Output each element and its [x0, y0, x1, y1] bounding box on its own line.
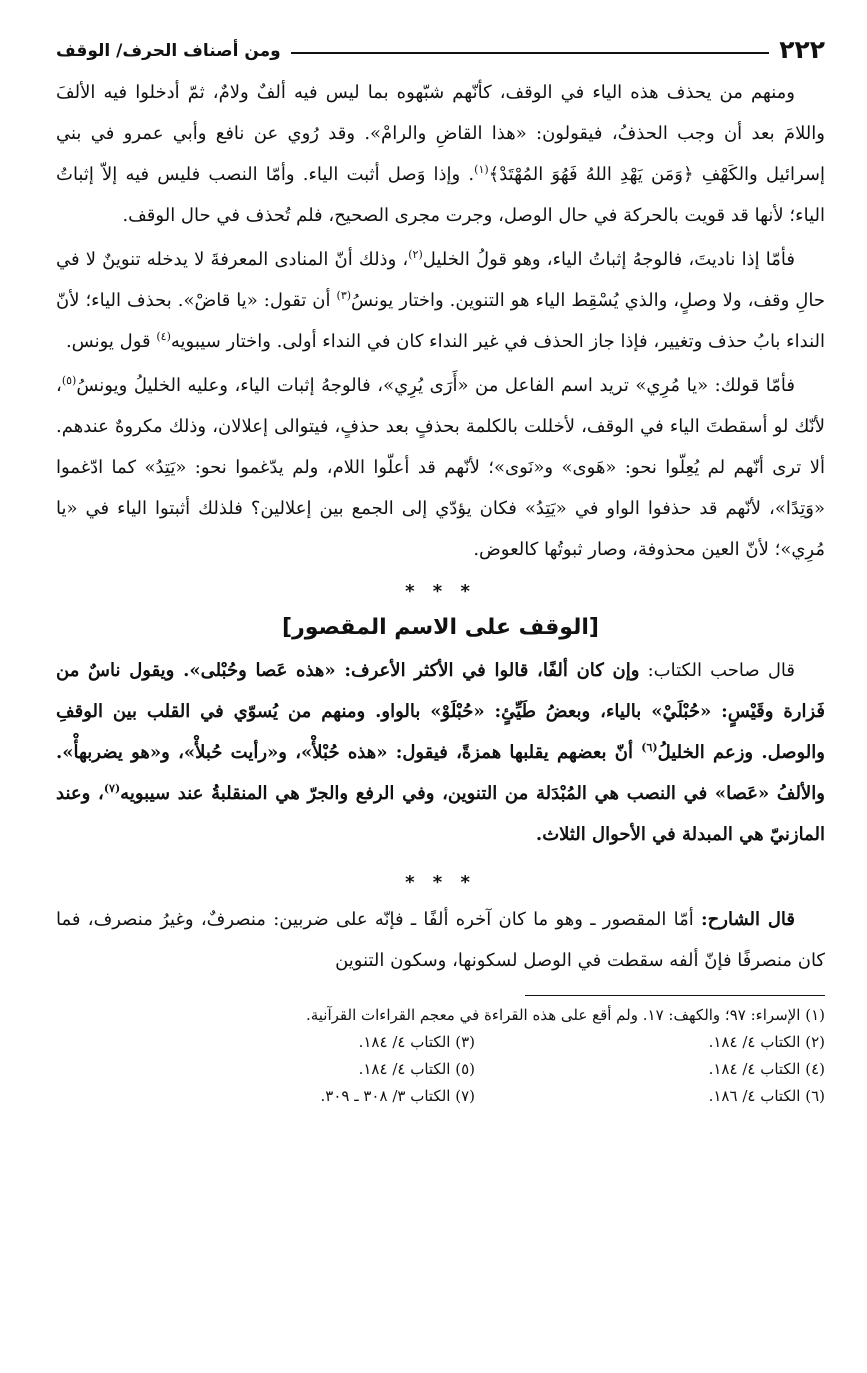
section-divider-2: * * *: [405, 872, 476, 893]
section-divider: * * *: [405, 581, 476, 602]
quoted-text-block: [56, 650, 825, 855]
commentary-block: [56, 899, 825, 981]
paragraph-2: [56, 239, 825, 362]
paragraph-3-text-a: فأمّا قولك: «يا مُرِي» تريد اسم الفاعل من «أَرَى يُرِي»، فالوجهُ إثبات الياء، وعليه الخليلُ ويونسُ: [76, 375, 796, 396]
paragraph-2-text-b: ، وذلك أنّ المنادى المعرفةَ لا يدخله تنوينٌ لا في حالِ وقف، ولا وصلٍ، والذي يُسْقِط الياء هو التنوين. واختار يونسُ: [56, 249, 825, 311]
footnote-1: (١) الإسراء: ٩٧؛ والكهف: ١٧. ولم أقع على هذه القراءة في معجم القراءات القرآنية.: [305, 1006, 825, 1024]
footnote-ref-6[interactable]: (٦): [641, 741, 658, 754]
footnotes: [56, 1002, 825, 1110]
footnote-ref-2[interactable]: (٢): [408, 248, 423, 261]
footnote-ref-5[interactable]: (٥): [61, 374, 77, 387]
page-number: ٢٢٢: [779, 35, 825, 64]
footnote-7: (٧) الكتاب ٣/ ٣٠٨ ـ ٣٠٩.: [320, 1087, 475, 1105]
paragraph-1-text-b: . وإذا وَصل أثبت الياء. وأمّا النصب فليس فيه إلاّ إثباتُ الياء؛ لأنها قد قويت بالحركة في حال الوصل، وجرت مجرى الصحيح، فلم تُحذف في حال الوقف.: [56, 164, 825, 226]
commentary-label: قال الشارح:: [701, 909, 795, 930]
footnote-grid: [56, 1029, 825, 1110]
footnote-5: (٥) الكتاب ٤/ ١٨٤.: [358, 1060, 475, 1078]
section-heading: [الوقف على الاسم المقصور]: [282, 615, 599, 640]
paragraph-3-text-b: ، لأنّك لو أسقطتَ الياء في الوقف، لأخللت بالكلمة بحذفٍ بعد حذفٍ، فيتوالى إعلالان، وذلك مكروهٌ عندهم. ألا ترى أنّهم لم يُعِلّوا نحو: «هَوى» و«نَوى»؛ لأنّهم قد أعلّوا اللام، ولم يدّغموا نحو: «يَتِدُ» كما ادّغموا «وَتِدًا»، لأنّهم قد حذفوا الواو في «يَتِدُ» فكان يؤدّي إلى الجمع بين إعلالين؟ فلذلك أثبتوا الياء في «يا مُرِي»؛ لأنّ العين محذوفة، وصار ثبوتُها كالعوض.: [56, 375, 825, 560]
footnote-ref-1[interactable]: (١): [474, 163, 489, 176]
commentary-paragraph: [56, 899, 825, 981]
footnote-rule: [525, 995, 825, 996]
running-title: ومن أصناف الحرف/ الوقف: [56, 41, 281, 61]
quote-text-b: أنّ بعضهم يقلبها همزةً، فيقول: «هذه حُبْلأْ»، و«رأيت حُبلأْ»، و«هو يضربهأْ». والألفُ «عَصا» في النصب هي المُبْدَلة من التنوين، وفي الرفع والجرّ هي المنقلبةُ عند سيبويه: [56, 742, 826, 804]
footnote-ref-7[interactable]: (٧): [103, 782, 121, 795]
paragraph-2-text-d: قول يونس.: [65, 331, 157, 352]
quote-intro: قال صاحب الكتاب:: [639, 660, 795, 681]
quote-text-c: ، وعند المازنيّ هي المبدلة في الأحوال الثلاث.: [56, 783, 825, 845]
quote-text-a: وإن كان ألفًا، قالوا في الأكثر الأعرف: «هذه عَصا وحُبْلى». ويقول ناسٌ من فَزارة وقَيْسٍ: «حُبْلَيْ» بالياء، وبعضُ طَيِّئٍ: «حُبْلَوْ» بالواو. ومنهم من يُسوّي في القلب بين الوقفِ والوصل. وزعم الخليلُ: [56, 660, 825, 763]
footnote-2: (٢) الكتاب ٤/ ١٨٤.: [708, 1033, 825, 1051]
running-header: [56, 28, 825, 62]
footnote-4: (٤) الكتاب ٤/ ١٨٤.: [708, 1060, 825, 1078]
commentary-text: أمّا المقصور ـ وهو ما كان آخره ألفًا ـ فإنّه على ضربين: منصرفٌ، وغيرُ منصرف، فما كان منصرفًا فإنّ ألفه سقطت في الوصل لسكونها، وسكون التنوين: [56, 909, 825, 971]
footnote-ref-3[interactable]: (٣): [336, 289, 352, 302]
header-rule: [291, 52, 770, 54]
paragraph-2-text-a: فأمّا إذا ناديتَ، فالوجهُ إثباتُ الياء، وهو قولُ الخليل: [422, 249, 795, 270]
footnote-6: (٦) الكتاب ٤/ ١٨٦.: [708, 1087, 825, 1105]
footnote-ref-4[interactable]: (٤): [156, 330, 171, 343]
footnote-3: (٣) الكتاب ٤/ ١٨٤.: [358, 1033, 475, 1051]
paragraph-1: [56, 72, 825, 236]
quoted-paragraph: [56, 650, 825, 855]
body-text: [56, 72, 825, 570]
paragraph-3: [56, 365, 825, 570]
paragraph-1-text-a: ومنهم من يحذف هذه الياء في الوقف، كأنّهم شبّهوه بما ليس فيه ألفٌ ولامٌ، ثمّ أدخلوا فيه الألفَ واللامَ بعد أن وجب الحذفُ، فيقولون: «هذا القاضِ والرامْ». وقد رُوي عن نافع وأبي عمرو في بني إسرائيل والكَهْفِ ﴿وَمَن يَهْدِ اللهُ فَهُوَ المُهْتَدْ﴾: [56, 82, 826, 185]
paragraph-2-text-c: أن تقول: «يا قاضْ». بحذف الياء؛ لأنّ النداء بابُ حذف وتغيير، فإذا جاز الحذف في غير النداء كان في النداء أولى. واختار سيبويه: [56, 290, 825, 352]
